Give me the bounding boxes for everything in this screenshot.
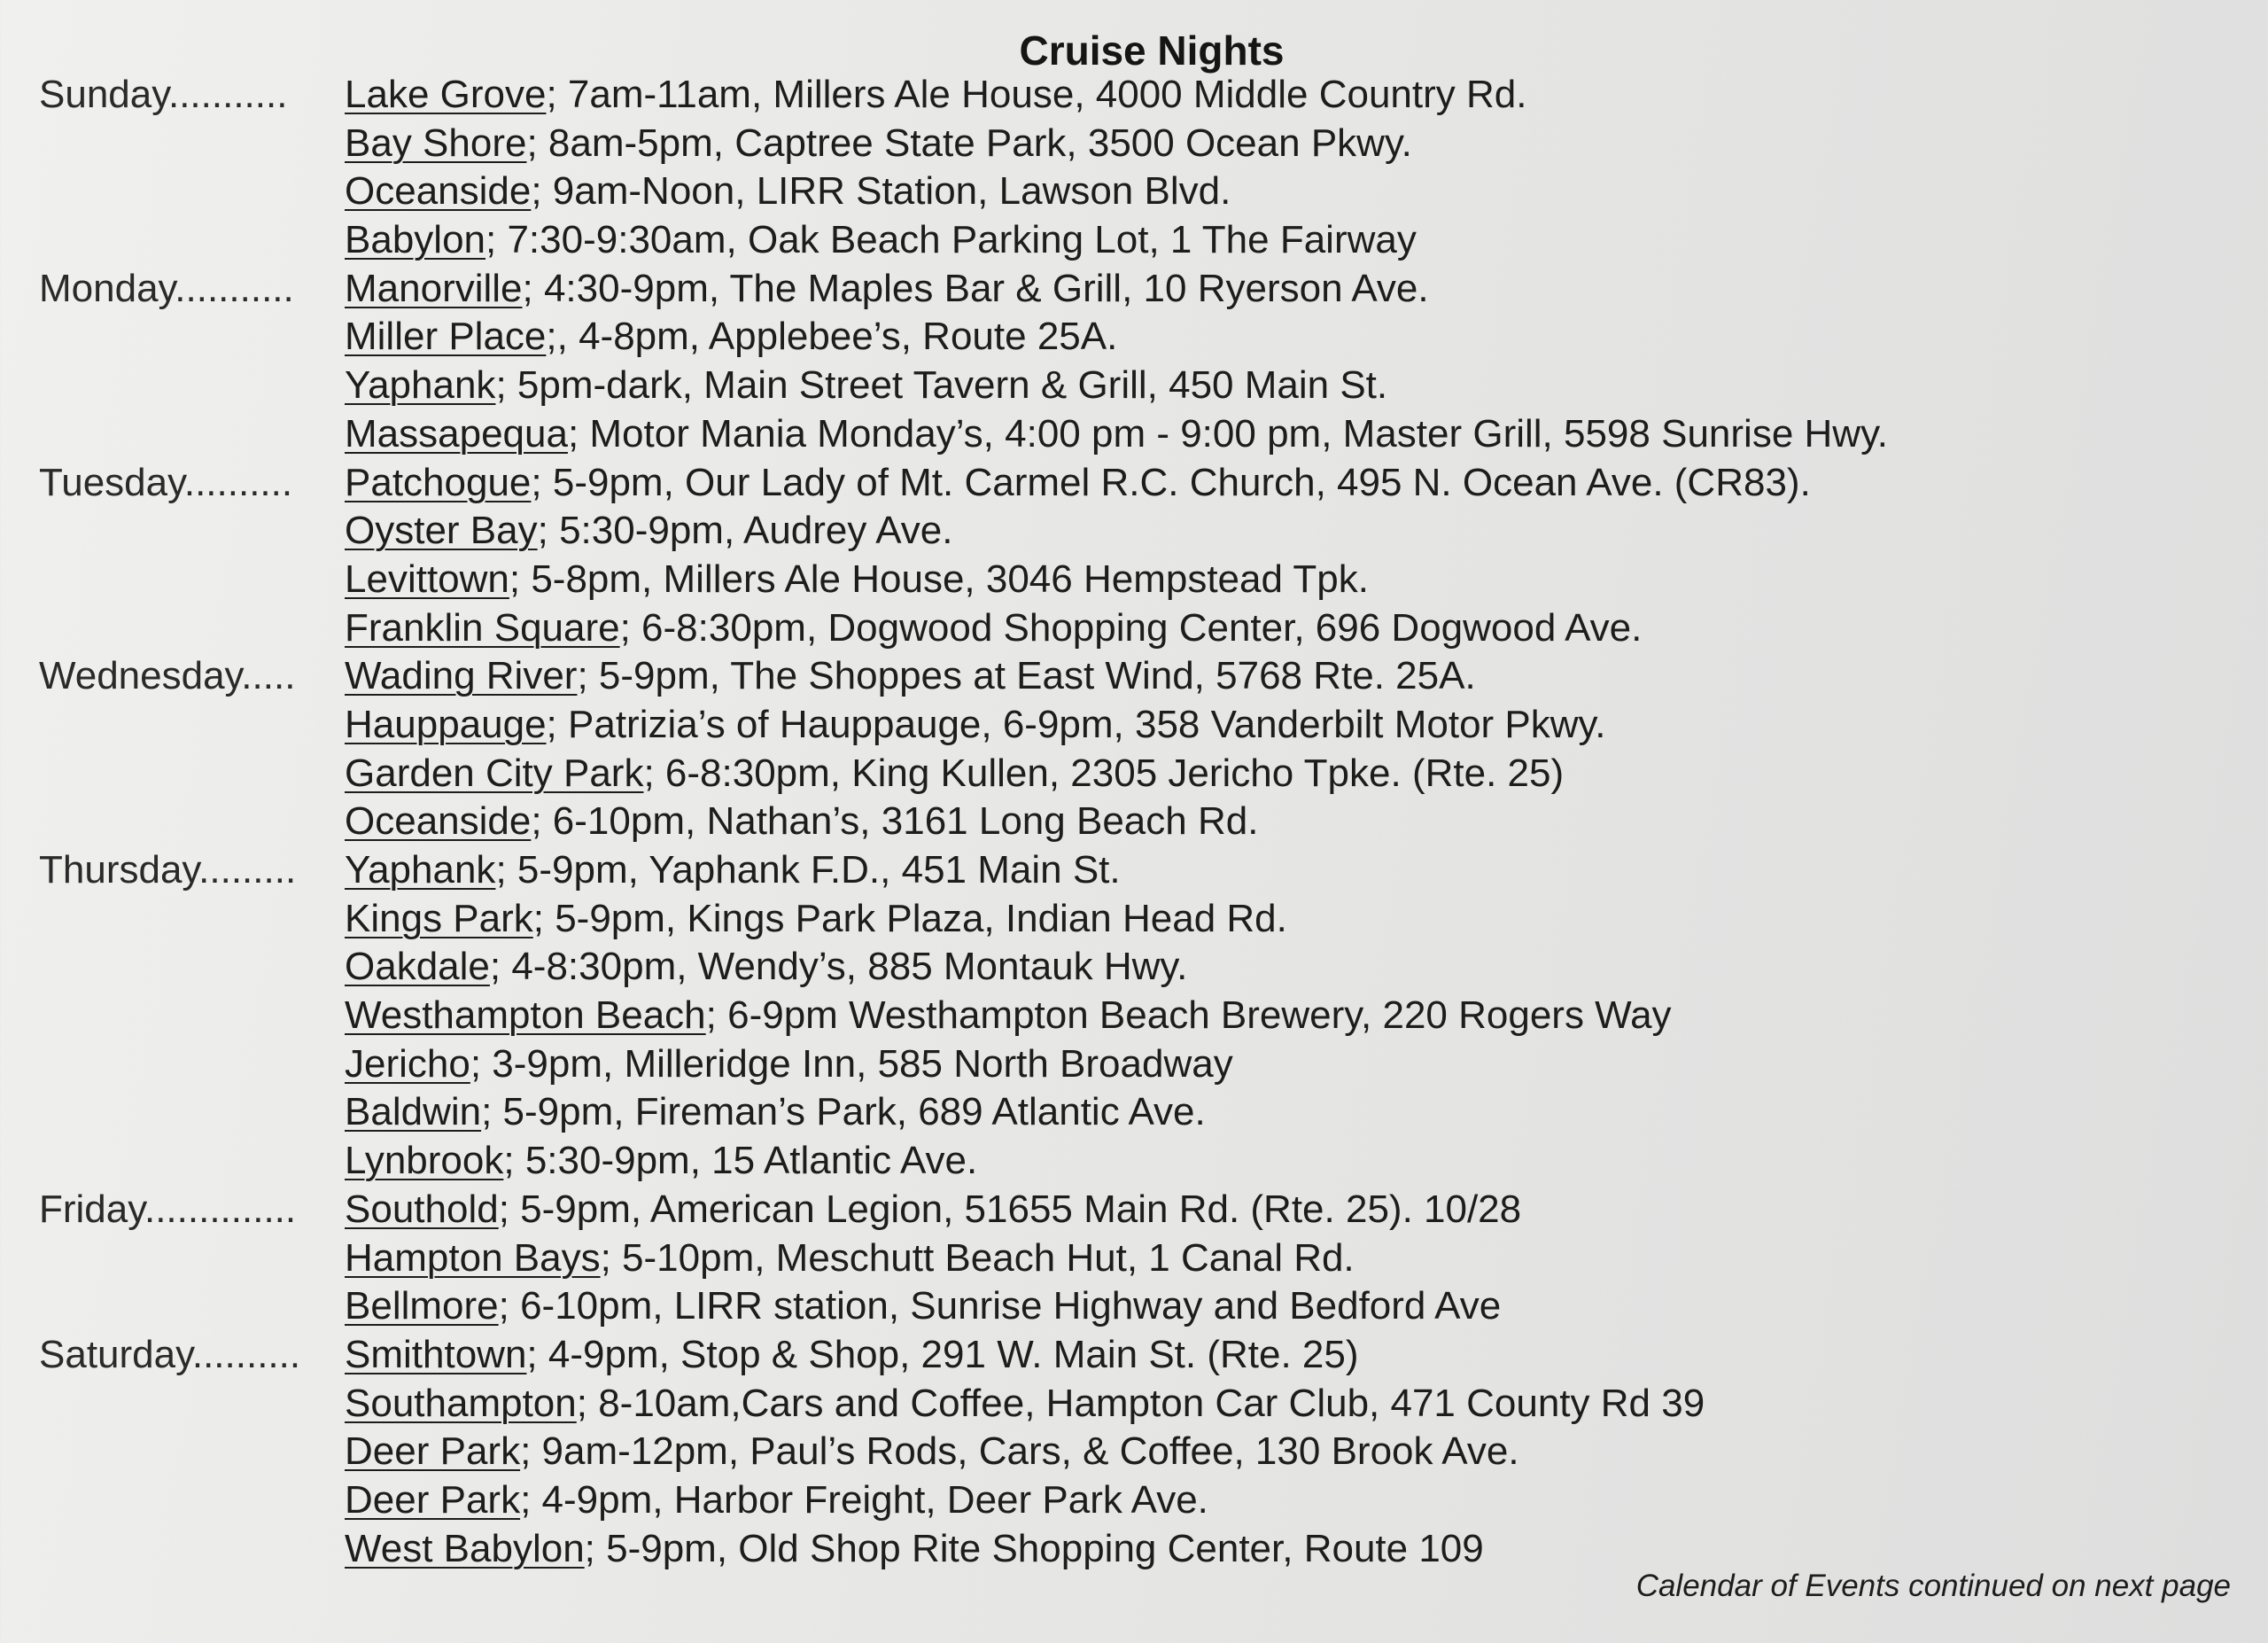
event-entry: [345, 652, 1476, 701]
list-item: [39, 1088, 2236, 1137]
event-details: ; 9am-Noon, LIRR Station, Lawson Blvd.: [531, 169, 1231, 214]
event-entry: [345, 1380, 1705, 1429]
location-name: Bay Shore: [345, 121, 527, 165]
event-entry: [345, 1040, 1233, 1089]
location-name: Franklin Square: [345, 605, 620, 650]
list-item: [39, 750, 2236, 798]
location-name: Deer Park: [345, 1477, 521, 1522]
location-name: Wading River: [345, 654, 578, 698]
event-entry: [345, 1476, 1208, 1525]
location-name: Garden City Park: [345, 751, 644, 795]
location-name: Yaphank: [345, 848, 496, 892]
location-name: Lake Grove: [345, 73, 547, 116]
list-item: [39, 1186, 2236, 1234]
event-entry: [345, 556, 1369, 604]
list-item: [39, 992, 2236, 1040]
list-item: [39, 604, 2236, 653]
event-details: ; Patrizia’s of Hauppauge, 6-9pm, 358 Vanderbilt Motor Pkwy.: [546, 702, 1606, 746]
location-name: Bellmore: [345, 1284, 499, 1328]
event-details: ; Motor Mania Monday’s, 4:00 pm - 9:00 pm, Master Grill, 5598 Sunrise Hwy.: [567, 411, 1889, 456]
list-item: [39, 507, 2236, 556]
list-item: [39, 846, 2236, 895]
list-item: [39, 701, 2236, 750]
location-name: Levittown: [345, 557, 509, 601]
event-entry: [345, 750, 1564, 798]
event-details: ; 4-9pm, Harbor Freight, Deer Park Ave.: [520, 1477, 1208, 1522]
event-details: ; 6-8:30pm, King Kullen, 2305 Jericho Tpke. (Rte. 25): [643, 751, 1565, 795]
location-name: Deer Park: [345, 1429, 521, 1474]
event-entry: [345, 362, 1387, 410]
event-details: ; 5-9pm, Fireman’s Park, 689 Atlantic Ave.: [481, 1090, 1206, 1134]
event-details: ; 5-9pm, Yaphank F.D., 451 Main St.: [495, 848, 1121, 892]
list-item: [39, 362, 2236, 410]
event-details: ; 9am-12pm, Paul’s Rods, Cars, & Coffee, 130 Brook Ave.: [520, 1429, 1519, 1474]
event-details: ; 3-9pm, Milleridge Inn, 585 North Broadway: [470, 1041, 1233, 1086]
event-details: ; 5-9pm, Kings Park Plaza, Indian Head Rd.: [532, 896, 1287, 940]
event-details: ; 4:30-9pm, The Maples Bar & Grill, 10 Ryerson Ave.: [522, 266, 1429, 310]
list-item: [39, 1282, 2236, 1331]
day-label: Wednesday.....: [39, 654, 296, 698]
event-entry: [345, 943, 1187, 992]
event-entry: [345, 1088, 1206, 1137]
event-entry: [345, 1331, 1359, 1380]
list-item: [39, 895, 2236, 944]
event-entry: [345, 1234, 1355, 1283]
location-name: Southold: [345, 1187, 499, 1231]
page-title: Cruise Nights: [1019, 27, 1285, 74]
list-item: [39, 1476, 2236, 1525]
event-entry: [345, 1137, 977, 1186]
location-name: Yaphank: [345, 363, 496, 408]
location-name: Manorville: [345, 266, 523, 310]
list-item: [39, 1040, 2236, 1089]
location-name: Jericho: [345, 1041, 470, 1086]
location-name: Oceanside: [345, 799, 532, 844]
list-item: [39, 71, 2236, 120]
location-name: Oceanside: [345, 169, 532, 214]
event-details: ;, 4-8pm, Applebee’s, Route 25A.: [546, 315, 1118, 359]
event-details: ; 5-8pm, Millers Ale House, 3046 Hempstead Tpk.: [509, 557, 1369, 601]
list-item: [39, 1428, 2236, 1476]
event-details: ; 8-10am,Cars and Coffee, Hampton Car Club, 471 County Rd 39: [576, 1381, 1705, 1425]
event-details: ; 6-10pm, LIRR station, Sunrise Highway and Bedford Ave: [498, 1284, 1502, 1328]
event-details: ; 5:30-9pm, 15 Atlantic Ave.: [503, 1139, 978, 1183]
day-label: Tuesday..........: [39, 460, 293, 504]
event-entry: [345, 410, 1888, 459]
list-item: [39, 1137, 2236, 1186]
location-name: Oakdale: [345, 945, 490, 989]
location-name: Baldwin: [345, 1090, 482, 1134]
event-entry: [345, 265, 1429, 314]
location-name: Lynbrook: [345, 1139, 504, 1183]
event-details: ; 5-9pm, Our Lady of Mt. Carmel R.C. Church, 495 N. Ocean Ave. (CR83).: [531, 460, 1811, 504]
event-details: ; 5:30-9pm, Audrey Ave.: [537, 509, 953, 553]
event-entry: [345, 604, 1642, 653]
list-item: [39, 1380, 2236, 1429]
location-name: Westhampton Beach: [345, 993, 706, 1038]
list-item: [39, 265, 2236, 314]
location-name: Miller Place: [345, 315, 547, 359]
event-entry: [345, 1282, 1501, 1331]
event-entry: [345, 846, 1121, 895]
event-details: ; 5-10pm, Meschutt Beach Hut, 1 Canal Rd.: [600, 1235, 1355, 1280]
event-entry: [345, 701, 1606, 750]
event-details: ; 4-9pm, Stop & Shop, 291 W. Main St. (Rte. 25): [526, 1332, 1359, 1376]
event-entry: [345, 167, 1231, 216]
location-name: Hauppauge: [345, 702, 547, 746]
list-item: [39, 410, 2236, 459]
event-entry: [345, 120, 1412, 168]
list-item: [39, 1525, 2236, 1574]
location-name: Kings Park: [345, 896, 533, 940]
location-name: Smithtown: [345, 1332, 527, 1376]
event-details: ; 5-9pm, Old Shop Rite Shopping Center, Route 109: [584, 1526, 1484, 1570]
list-item: [39, 652, 2236, 701]
event-entry: [345, 313, 1117, 362]
day-label: Thursday.........: [39, 848, 297, 892]
list-item: [39, 556, 2236, 604]
event-details: ; 7:30-9:30am, Oak Beach Parking Lot, 1 The Fairway: [485, 218, 1417, 262]
event-details: ; 6-9pm Westhampton Beach Brewery, 220 Rogers Way: [705, 993, 1672, 1038]
list-item: [39, 216, 2236, 265]
event-entry: [345, 507, 952, 556]
location-name: Southampton: [345, 1381, 577, 1425]
location-name: Massapequa: [345, 411, 568, 456]
event-entry: [345, 992, 1672, 1040]
event-entry: [345, 895, 1287, 944]
event-entry: [345, 71, 1526, 120]
continued-footnote: Calendar of Events continued on next page: [1635, 1569, 2231, 1603]
location-name: Hampton Bays: [345, 1235, 601, 1280]
event-entry: [345, 798, 1258, 846]
list-item: [39, 459, 2236, 508]
day-label: Sunday...........: [39, 73, 288, 116]
list-item: [39, 313, 2236, 362]
day-label: Monday...........: [39, 266, 294, 310]
list-item: [39, 1234, 2236, 1283]
list-item: [39, 943, 2236, 992]
event-details: ; 6-10pm, Nathan’s, 3161 Long Beach Rd.: [531, 799, 1259, 844]
day-label: Friday..............: [39, 1187, 297, 1231]
list-item: [39, 120, 2236, 168]
event-details: ; 8am-5pm, Captree State Park, 3500 Ocean Pkwy.: [526, 121, 1412, 165]
event-details: ; 5pm-dark, Main Street Tavern & Grill, 450 Main St.: [495, 363, 1388, 408]
location-name: Oyster Bay: [345, 509, 538, 553]
cruise-nights-list: [39, 71, 2236, 1573]
event-entry: [345, 459, 1811, 508]
event-details: ; 7am-11am, Millers Ale House, 4000 Middle Country Rd.: [546, 73, 1527, 116]
event-entry: [345, 1525, 1484, 1574]
list-item: [39, 1331, 2236, 1380]
event-entry: [345, 1428, 1519, 1476]
event-entry: [345, 216, 1417, 265]
event-details: ; 6-8:30pm, Dogwood Shopping Center, 696 Dogwood Ave.: [619, 605, 1643, 650]
day-label: Saturday..........: [39, 1332, 301, 1376]
event-details: ; 5-9pm, The Shoppes at East Wind, 5768 Rte. 25A.: [577, 654, 1476, 698]
location-name: West Babylon: [345, 1526, 585, 1570]
location-name: Patchogue: [345, 460, 532, 504]
event-entry: [345, 1186, 1521, 1234]
list-item: [39, 798, 2236, 846]
event-details: ; 4-8:30pm, Wendy’s, 885 Montauk Hwy.: [489, 945, 1188, 989]
location-name: Babylon: [345, 218, 486, 262]
event-details: ; 5-9pm, American Legion, 51655 Main Rd. (Rte. 25). 10/28: [498, 1187, 1522, 1231]
list-item: [39, 167, 2236, 216]
